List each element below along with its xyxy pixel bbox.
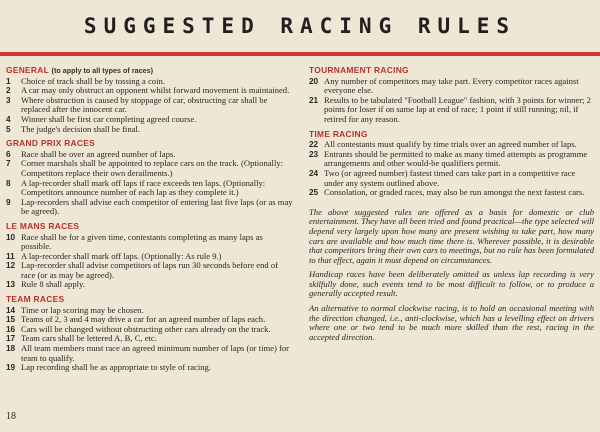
rule-item <box>6 280 294 290</box>
rule-text: A lap-recorder shall mark off laps if race exceeds ten laps. (Optionally: Competitors announce number of each lap as they complete it.) <box>21 177 266 198</box>
rule-item <box>6 363 294 373</box>
general-subheading: (to apply to all types of races) <box>51 66 153 75</box>
right-column <box>309 66 594 347</box>
rule-number: 18 <box>6 344 16 354</box>
tournament-list <box>309 77 594 125</box>
rule-item <box>6 125 294 135</box>
rule-text: Lap-recorder shall advise competitors of laps run 30 seconds before end of race (or as may be agreed). <box>21 260 279 280</box>
rule-number: 10 <box>6 232 16 242</box>
note-paragraph: The above suggested rules are offered as a basis for domestic or club entertainment. They have all been tried and found practical—the type selected will depend very largely upon how many are present wishing to take part, how many cars are available and how much time there is. Wherever possible, it is desirable that competitors bring their own cars to meetings, but no rule has been formulated to that effect, again it must depend on circumstances. <box>309 206 594 265</box>
time-racing-list <box>309 140 594 198</box>
rule-text: Cars will be changed without obstructing other cars already on the track. <box>21 323 271 334</box>
rule-number: 6 <box>6 149 11 159</box>
left-column <box>6 66 294 373</box>
rule-number: 16 <box>6 324 16 334</box>
rule-text: Teams of 2, 3 and 4 may drive a car for an agreed number of laps each. <box>21 314 266 325</box>
le-mans-list <box>6 233 294 291</box>
rule-item <box>309 169 594 188</box>
rule-item <box>6 96 294 115</box>
red-divider <box>0 52 600 56</box>
team-list <box>6 306 294 373</box>
rule-number: 20 <box>309 76 319 86</box>
rule-number: 7 <box>6 159 11 169</box>
rule-number: 25 <box>309 188 319 198</box>
rule-item <box>309 96 594 125</box>
note-paragraph: Handicap races have been deliberately omitted as unless lap recording is very skilfully done, such events tend to be most difficult to follow, or to produce a generally accepted result. <box>309 269 594 299</box>
rule-number: 23 <box>309 149 319 159</box>
rule-text: Corner marshals shall be appointed to replace cars on the track. (Optionally: Competitors replace their own derailments.) <box>21 158 284 178</box>
rule-number: 3 <box>6 95 11 105</box>
rule-number: 19 <box>6 363 16 373</box>
rule-number: 2 <box>6 86 11 96</box>
rule-text: Team cars shall be lettered A, B, C, etc. <box>21 333 157 344</box>
rule-text: Race shall be over an agreed number of laps. <box>21 148 176 159</box>
rule-text: A lap-recorder shall mark off laps. (Optionally: As rule 9.) <box>21 250 222 261</box>
grand-prix-list <box>6 150 294 217</box>
section-team-heading: TEAM RACES <box>6 294 65 305</box>
section-general-heading <box>6 66 294 76</box>
rule-text: Two (or agreed number) fastest timed cars take part in a competitive race under any system outlined above. <box>324 167 576 188</box>
rule-text: Time or lap scoring may be chosen. <box>21 304 144 315</box>
rule-item <box>309 77 594 96</box>
rule-number: 4 <box>6 114 11 124</box>
rule-number: 12 <box>6 261 16 271</box>
general-list <box>6 77 294 135</box>
rule-item <box>6 198 294 217</box>
rule-item <box>6 179 294 198</box>
rule-item <box>6 233 294 252</box>
rule-text: Rule 8 shall apply. <box>21 279 85 290</box>
rule-text: The judge's decision shall be final. <box>21 123 140 134</box>
rule-text: Lap recording shall be as appropriate to style of racing. <box>21 362 211 373</box>
rule-text: Lap-recorders shall advise each competitor of entering last five laps (or as may be agreed). <box>21 196 293 217</box>
rule-text: All team members must race an agreed minimum number of laps (or time) for team to qualify. <box>21 343 289 363</box>
rule-text: Entrants should be permitted to make as many timed attempts as programme arrangements and other would-be qualifiers permit. <box>324 148 588 169</box>
rule-number: 14 <box>6 305 16 315</box>
rule-text: Race shall be for a given time, contestants completing as many laps as possible. <box>21 231 263 252</box>
general-heading: GENERAL <box>6 65 49 75</box>
rule-number: 5 <box>6 124 11 134</box>
page-title: SUGGESTED RACING RULES <box>83 14 517 38</box>
section-time-racing-heading: TIME RACING <box>309 128 368 139</box>
rule-number: 17 <box>6 334 16 344</box>
rule-number: 13 <box>6 280 16 290</box>
rule-item <box>6 344 294 363</box>
note-paragraph: An alternative to normal clockwise racing, is to hold an occasional meeting with the direction changed, i.e., anti-clockwise, which has a levelling effect on drivers where one or two tend to be much more skilled than the rest, racing in the accepted direction. <box>309 303 594 342</box>
rule-number: 8 <box>6 178 11 188</box>
rule-text: Consolation, or graded races, may also be run amongst the next fastest cars. <box>324 187 585 198</box>
page-number: 18 <box>6 411 16 422</box>
rule-text: Choice of track shall be by tossing a coin. <box>21 75 165 86</box>
section-le-mans-heading: LE MANS RACES <box>6 220 80 231</box>
rule-item <box>6 261 294 280</box>
rule-number: 21 <box>309 95 319 105</box>
rule-item <box>309 188 594 198</box>
rule-item <box>6 159 294 178</box>
rule-number: 15 <box>6 315 16 325</box>
rule-item <box>309 150 594 169</box>
rule-number: 1 <box>6 76 11 86</box>
rule-text: Winner shall be first car completing agreed course. <box>21 113 197 124</box>
rule-number: 22 <box>309 140 319 150</box>
rule-text: Results to be tabulated "Football League" fashion, with 3 points for winner; 2 points for loser if on same lap at end of race; 1 point if still running; nil, if retired for any reason. <box>324 94 591 124</box>
rule-text: A car may only obstruct an opponent whilst forward movement is maintained. <box>21 85 290 96</box>
rule-number: 9 <box>6 197 11 207</box>
rule-number: 24 <box>309 168 319 178</box>
section-tournament-heading: TOURNAMENT RACING <box>309 65 409 75</box>
section-grand-prix-heading: GRAND PRIX RACES <box>6 138 96 149</box>
rule-text: All contestants must qualify by time trials over an agreed number of laps. <box>324 139 577 150</box>
rule-text: Where obstruction is caused by stoppage of car, obstructing car shall be replaced after the innocent car. <box>21 94 268 115</box>
rule-number: 11 <box>6 251 15 261</box>
rule-text: Any number of competitors may take part. Every competitor races against everyone else. <box>324 75 579 96</box>
